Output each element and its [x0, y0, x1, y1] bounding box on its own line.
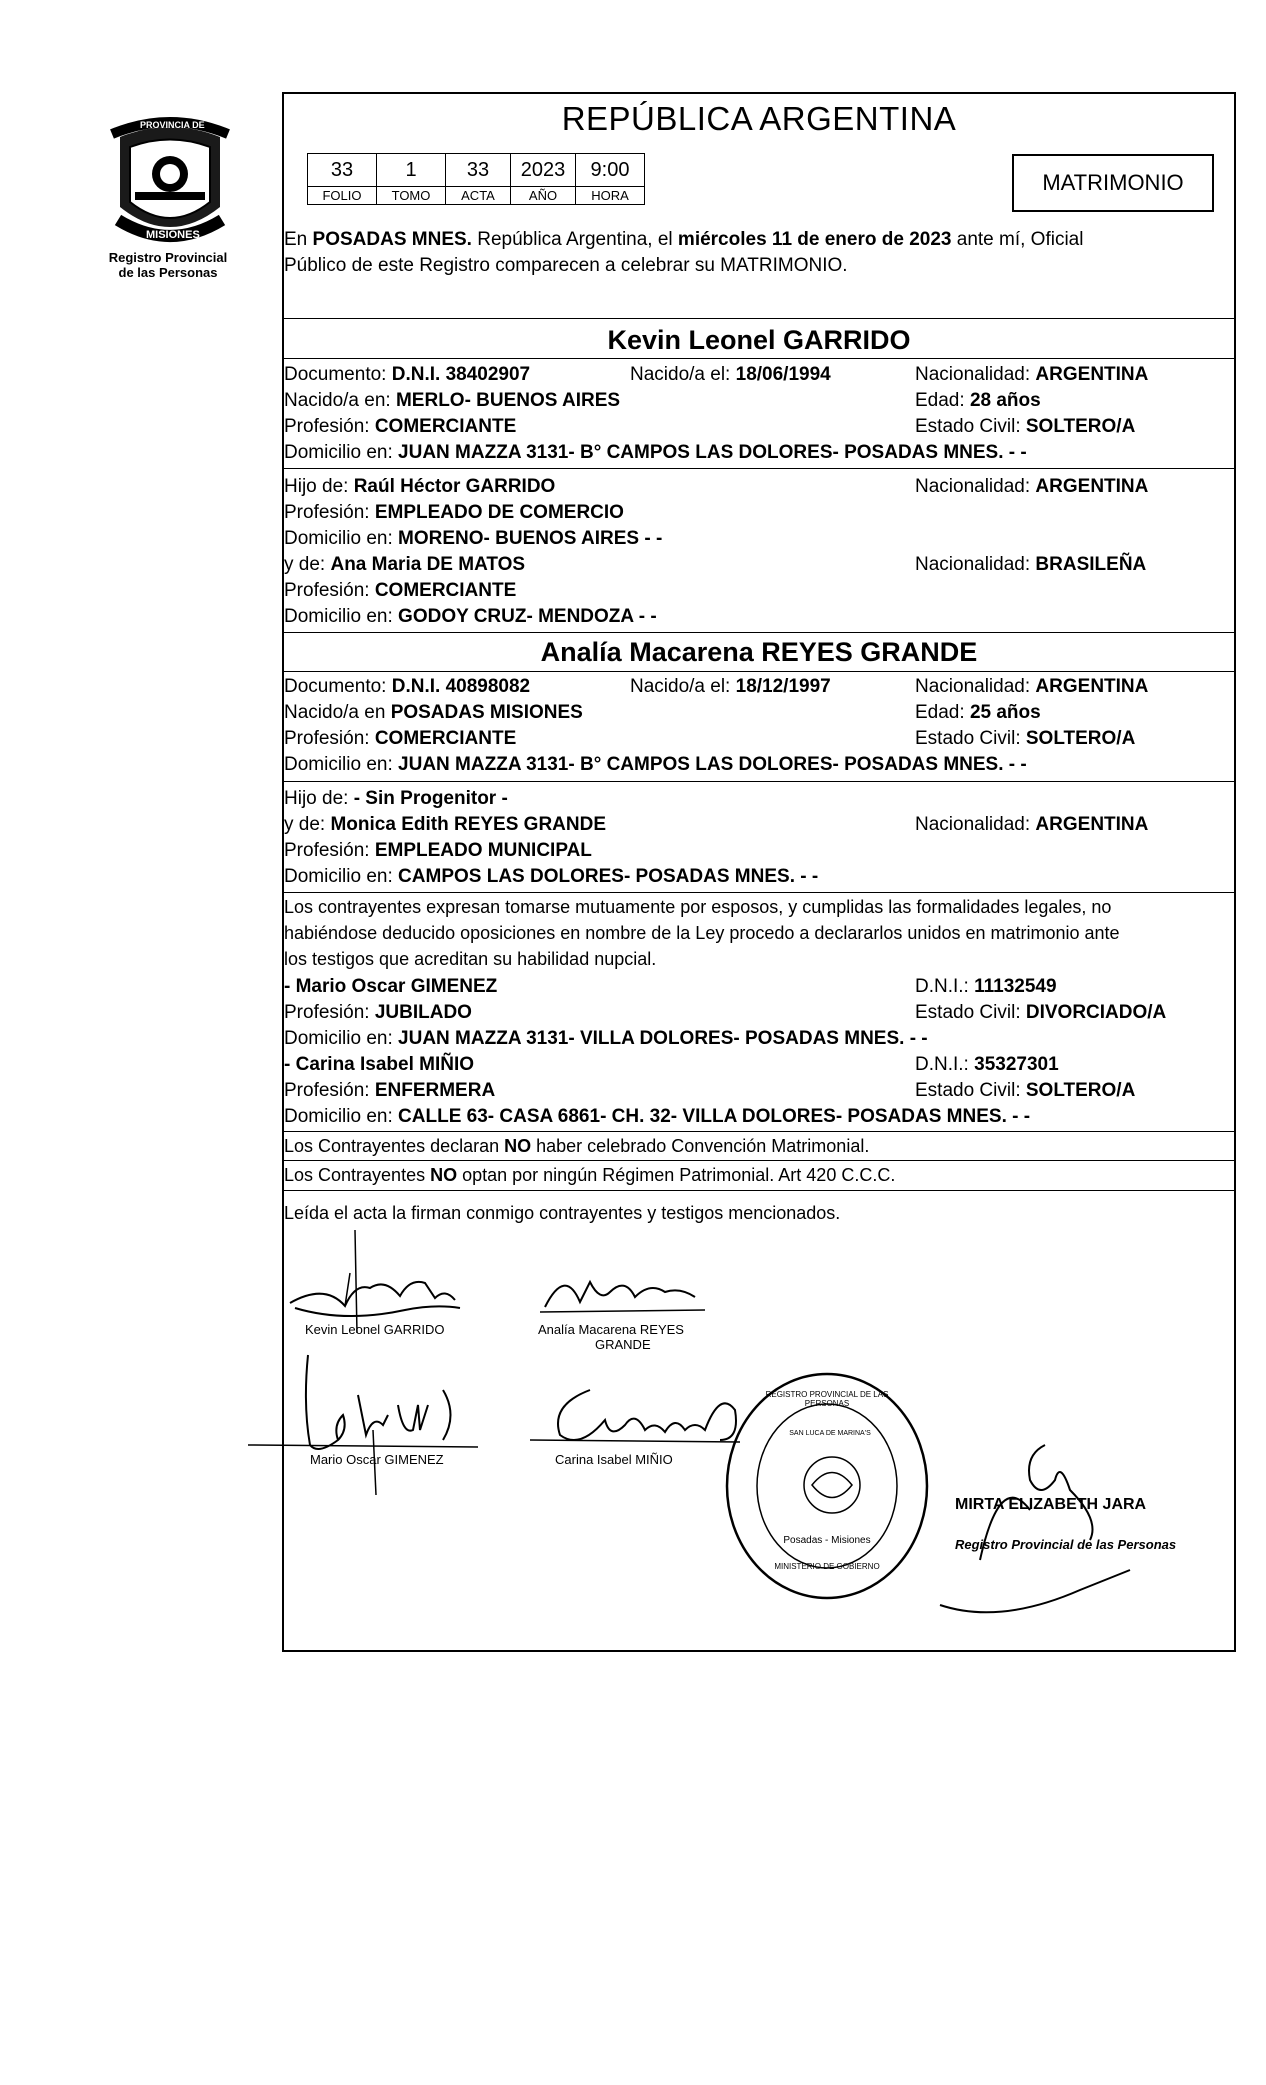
logo-top-text: PROVINCIA DE [140, 120, 205, 130]
spouse1-age: Edad: 28 años [915, 390, 1041, 411]
spouse1-birthdate: Nacido/a el: 18/06/1994 [630, 364, 831, 385]
intro-line-1: En POSADAS MNES. República Argentina, el miércoles 11 de enero de 2023 ante mí, Oficial [284, 229, 1084, 250]
spouse1-father-address: Domicilio en: MORENO- BUENOS AIRES - - [284, 528, 663, 549]
divider [282, 358, 1236, 359]
witness1-civil-status: Estado Civil: DIVORCIADO/A [915, 1002, 1167, 1023]
spouse2-document: Documento: D.N.I. 40898082 [284, 676, 531, 697]
folio-value: 33 [308, 154, 377, 187]
spouse2-mother-nationality: Nacionalidad: ARGENTINA [915, 814, 1149, 835]
spouse1-name: Kevin Leonel GARRIDO [607, 325, 911, 355]
witness2-civil-status: Estado Civil: SOLTERO/A [915, 1080, 1136, 1101]
witness1-name: - Mario Oscar GIMENEZ [284, 976, 498, 997]
document-type-box: MATRIMONIO [1012, 154, 1214, 212]
spouse1-father-profession: Profesión: EMPLEADO DE COMERCIO [284, 502, 624, 523]
logo-bottom-text: MISIONES [146, 229, 200, 241]
spouse2-birthdate: Nacido/a el: 18/12/1997 [630, 676, 831, 697]
spouse2-mother-address: Domicilio en: CAMPOS LAS DOLORES- POSADAS MNES. - - [284, 866, 819, 887]
spouse2-father: Hijo de: - Sin Progenitor - [284, 788, 508, 809]
witness1-dni: D.N.I.: 11132549 [915, 976, 1057, 997]
spouse2-civil-status: Estado Civil: SOLTERO/A [915, 728, 1136, 749]
country-title: REPÚBLICA ARGENTINA [561, 100, 957, 137]
spouse2-profession: Profesión: COMERCIANTE [284, 728, 517, 749]
divider [282, 1160, 1236, 1161]
spouse2-mother: y de: Monica Edith REYES GRANDE [284, 814, 607, 835]
tomo-label: TOMO [377, 187, 446, 205]
signature-label-carina: Carina Isabel MIÑIO [555, 1452, 673, 1467]
witness2-dni: D.N.I.: 35327301 [915, 1054, 1059, 1075]
divider [282, 671, 1236, 672]
divider [282, 1131, 1236, 1132]
spouse1-civil-status: Estado Civil: SOLTERO/A [915, 416, 1136, 437]
witness1-address: Domicilio en: JUAN MAZZA 3131- VILLA DOLORES- POSADAS MNES. - - [284, 1028, 928, 1049]
convention-line-1: Los Contrayentes declaran NO haber celebrado Convención Matrimonial. [284, 1136, 870, 1156]
spouse1-profession: Profesión: COMERCIANTE [284, 416, 517, 437]
spouse2-birthplace: Nacido/a en POSADAS MISIONES [284, 702, 583, 723]
convention-line-2: Los Contrayentes NO optan por ningún Régimen Patrimonial. Art 420 C.C.C. [284, 1165, 896, 1185]
spouse1-document: Documento: D.N.I. 38402907 [284, 364, 531, 385]
intro-place: POSADAS MNES. [312, 229, 472, 250]
intro-date: miércoles 11 de enero de 2023 [677, 229, 952, 250]
declaration-line-1: Los contrayentes expresan tomarse mutuamente por esposos, y cumplidas las formalidades legales, no [284, 897, 1112, 917]
officer-title: Registro Provincial de las Personas [955, 1537, 1177, 1552]
witness2-address: Domicilio en: CALLE 63- CASA 6861- CH. 32- VILLA DOLORES- POSADAS MNES. - - [284, 1106, 1031, 1127]
spouse2-address: Domicilio en: JUAN MAZZA 3131- B° CAMPOS LAS DOLORES- POSADAS MNES. - - [284, 754, 1027, 775]
hora-label: HORA [576, 187, 645, 205]
divider [282, 781, 1236, 782]
seal-city: Posadas - Misiones [783, 1535, 871, 1546]
witness1-profession: Profesión: JUBILADO [284, 1002, 472, 1023]
spouse2-name: Analía Macarena REYES GRANDE [540, 637, 978, 667]
officer-name: MIRTA ELIZABETH JARA [955, 1496, 1147, 1513]
spouse1-mother: y de: Ana Maria DE MATOS [284, 554, 526, 575]
divider [282, 632, 1236, 633]
seal-outer-text: REGISTRO PROVINCIAL DE LAS PERSONAS [765, 1390, 889, 1408]
tomo-value: 1 [377, 154, 446, 187]
divider [282, 318, 1236, 319]
logo-caption [88, 250, 248, 280]
declaration-line-2: habiéndose deducido oposiciones en nombre de la Ley procedo a declararlos unidos en matrimonio ante [284, 923, 1120, 943]
anio-label: AÑO [511, 187, 576, 205]
spouse1-mother-address: Domicilio en: GODOY CRUZ- MENDOZA - - [284, 606, 657, 627]
witness2-profession: Profesión: ENFERMERA [284, 1080, 496, 1101]
logo-caption-line2: de las Personas [118, 265, 218, 280]
witness2-name: - Carina Isabel MIÑIO [284, 1054, 475, 1075]
hora-value: 9:00 [576, 154, 645, 187]
signature-label-mario: Mario Oscar GIMENEZ [310, 1452, 444, 1467]
spouse2-age: Edad: 25 años [915, 702, 1041, 723]
anio-value: 2023 [511, 154, 576, 187]
divider [282, 892, 1236, 893]
declaration-line-3: los testigos que acreditan su habilidad nupcial. [284, 949, 657, 969]
spouse2-mother-profession: Profesión: EMPLEADO MUNICIPAL [284, 840, 592, 861]
seal-bottom-text: MINISTERIO DE GOBIERNO [774, 1562, 880, 1571]
spouse2-nationality: Nacionalidad: ARGENTINA [915, 676, 1149, 697]
spouse1-address: Domicilio en: JUAN MAZZA 3131- B° CAMPOS LAS DOLORES- POSADAS MNES. - - [284, 442, 1027, 463]
acta-label: ACTA [446, 187, 511, 205]
closing-statement: Leída el acta la firman conmigo contrayentes y testigos mencionados. [284, 1203, 841, 1223]
spouse1-mother-profession: Profesión: COMERCIANTE [284, 580, 517, 601]
registry-table [307, 153, 645, 205]
intro-line-2: Público de este Registro comparecen a celebrar su MATRIMONIO. [284, 255, 848, 276]
spouse1-mother-nationality: Nacionalidad: BRASILEÑA [915, 554, 1147, 575]
logo-caption-line1: Registro Provincial [108, 250, 228, 265]
spouse1-father: Hijo de: Raúl Héctor GARRIDO [284, 476, 556, 497]
folio-label: FOLIO [308, 187, 377, 205]
spouse1-birthplace: Nacido/a en: MERLO- BUENOS AIRES [284, 390, 621, 411]
signature-mario-gimenez [248, 1345, 498, 1495]
divider [282, 1190, 1236, 1191]
spouse1-nationality: Nacionalidad: ARGENTINA [915, 364, 1149, 385]
signature-label-analia-1: Analía Macarena REYES [538, 1322, 684, 1337]
seal-inner-text: SAN LUCA DE MARINA'S [789, 1430, 871, 1437]
signature-label-kevin: Kevin Leonel GARRIDO [305, 1322, 445, 1337]
divider [282, 468, 1236, 469]
spouse1-father-nationality: Nacionalidad: ARGENTINA [915, 476, 1149, 497]
official-seal [722, 1370, 932, 1602]
acta-value: 33 [446, 154, 511, 187]
signature-label-analia-2: GRANDE [595, 1337, 651, 1352]
